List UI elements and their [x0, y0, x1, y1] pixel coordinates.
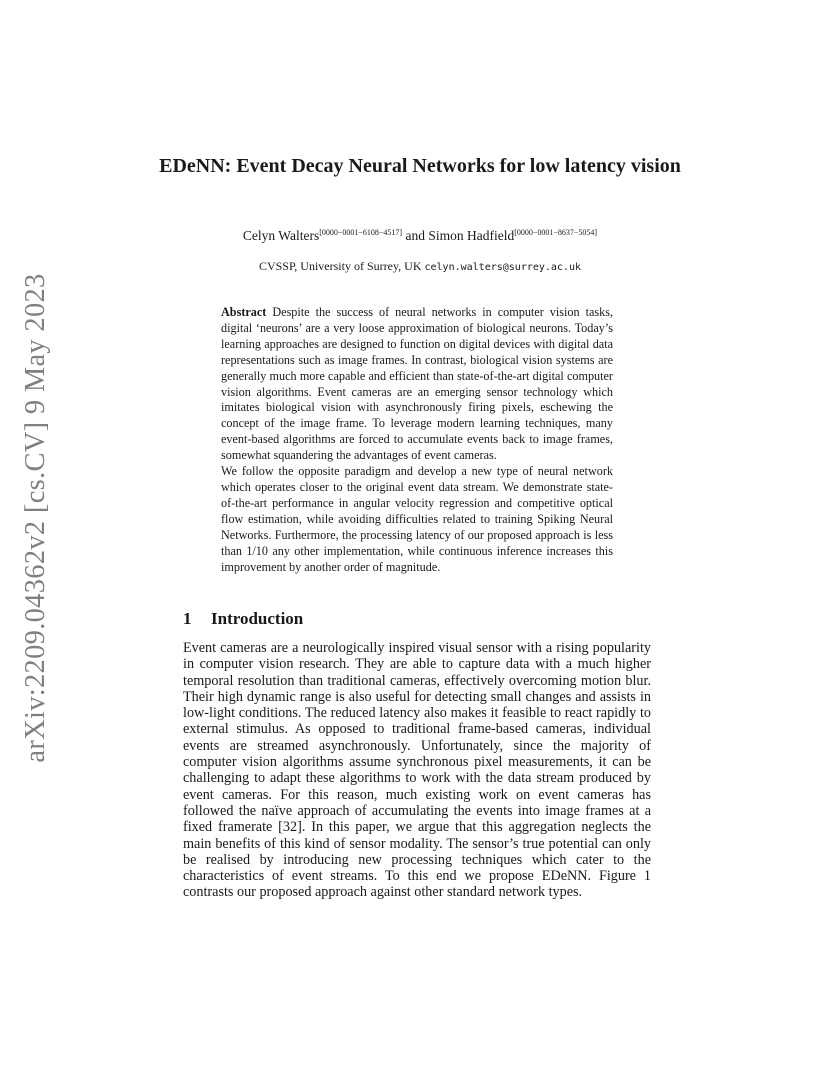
section-title: Introduction — [211, 609, 304, 628]
author-connector: and — [402, 228, 429, 243]
abstract-label: Abstract — [221, 305, 267, 319]
body-paragraph: Event cameras are a neurologically inspired visual sensor with a rising popularity in computer vision research. They are able to capture data with a much higher temporal resolution than traditional cameras, effectively overcoming motion blur. Their high dynamic range is also useful for detecting small changes and assists in low-light conditions. The reduced latency also makes it feasible to react rapidly to external stimulus. As opposed to traditional frame-based cameras, individual events are streamed asynchronously. Unfortunately, since the majority of computer vision algorithms assume synchronous pixel measurements, it can be challenging to adapt these algorithms to work with the data stream produced by event cameras. For this reason, much existing work on event cameras has followed the naïve approach of accumulating the events into image frames at a fixed framerate [32]. In this paper, we argue that this aggregation neglects the main benefits of this kind of sensor modality. The sensor’s true potential can only be realised by introducing new processing techniques which cater to the characteristics of event streams. To this end we propose EDeNN. Figure 1 contrasts our proposed approach against other standard network types. — [183, 640, 651, 901]
author-name: Celyn Walters — [242, 228, 320, 243]
author-orcid: [0000−0001−6108−4517] — [319, 228, 403, 237]
affiliation — [150, 259, 690, 274]
abstract-paragraph — [221, 305, 613, 464]
abstract-text: Despite the success of neural networks in computer vision tasks, digital ‘neurons’ are a very loose approximation of biological neurons. Today’s learning approaches are designed to function on digital devices with digital data representations such as image frames. In contrast, biological vision systems are generally much more capable and efficient than state-of-the-art digital computer vision algorithms. Event cameras are an emerging sensor technology which imitates biological vision with asynchronously firing pixels, eschewing the concept of the image frame. To leverage modern learning techniques, many event-based algorithms are forced to accumulate events back to image frames, somewhat squandering the advantages of event cameras. — [221, 305, 613, 463]
introduction-body — [183, 640, 651, 901]
abstract — [221, 305, 613, 575]
author-email: celyn.walters@surrey.ac.uk — [424, 262, 582, 273]
author-line — [150, 228, 690, 244]
abstract-paragraph: We follow the opposite paradigm and develop a new type of neural network which operates closer to the original event data stream. We demonstrate state-of-the-art performance in angular velocity regression and competitive optical flow estimation, while avoiding difficulties related to training Spiking Neural Networks. Furthermore, the processing latency of our proposed approach is less than 1/10 any other implementation, while continuous inference increases this improvement by another order of magnitude. — [221, 464, 613, 574]
section-number: 1 — [183, 609, 192, 628]
paper-title: EDeNN: Event Decay Neural Networks for low latency vision — [159, 155, 681, 177]
author-name: Simon Hadfield — [428, 228, 515, 243]
author-orcid: [0000−0001−8637−5054] — [514, 228, 598, 237]
arxiv-sidebar — [8, 273, 64, 763]
section-heading — [183, 609, 303, 629]
affiliation-text: CVSSP, University of Surrey, UK — [258, 259, 425, 273]
arxiv-identifier: arXiv:2209.04362v2 [cs.CV] 9 May 2023 — [20, 273, 51, 763]
